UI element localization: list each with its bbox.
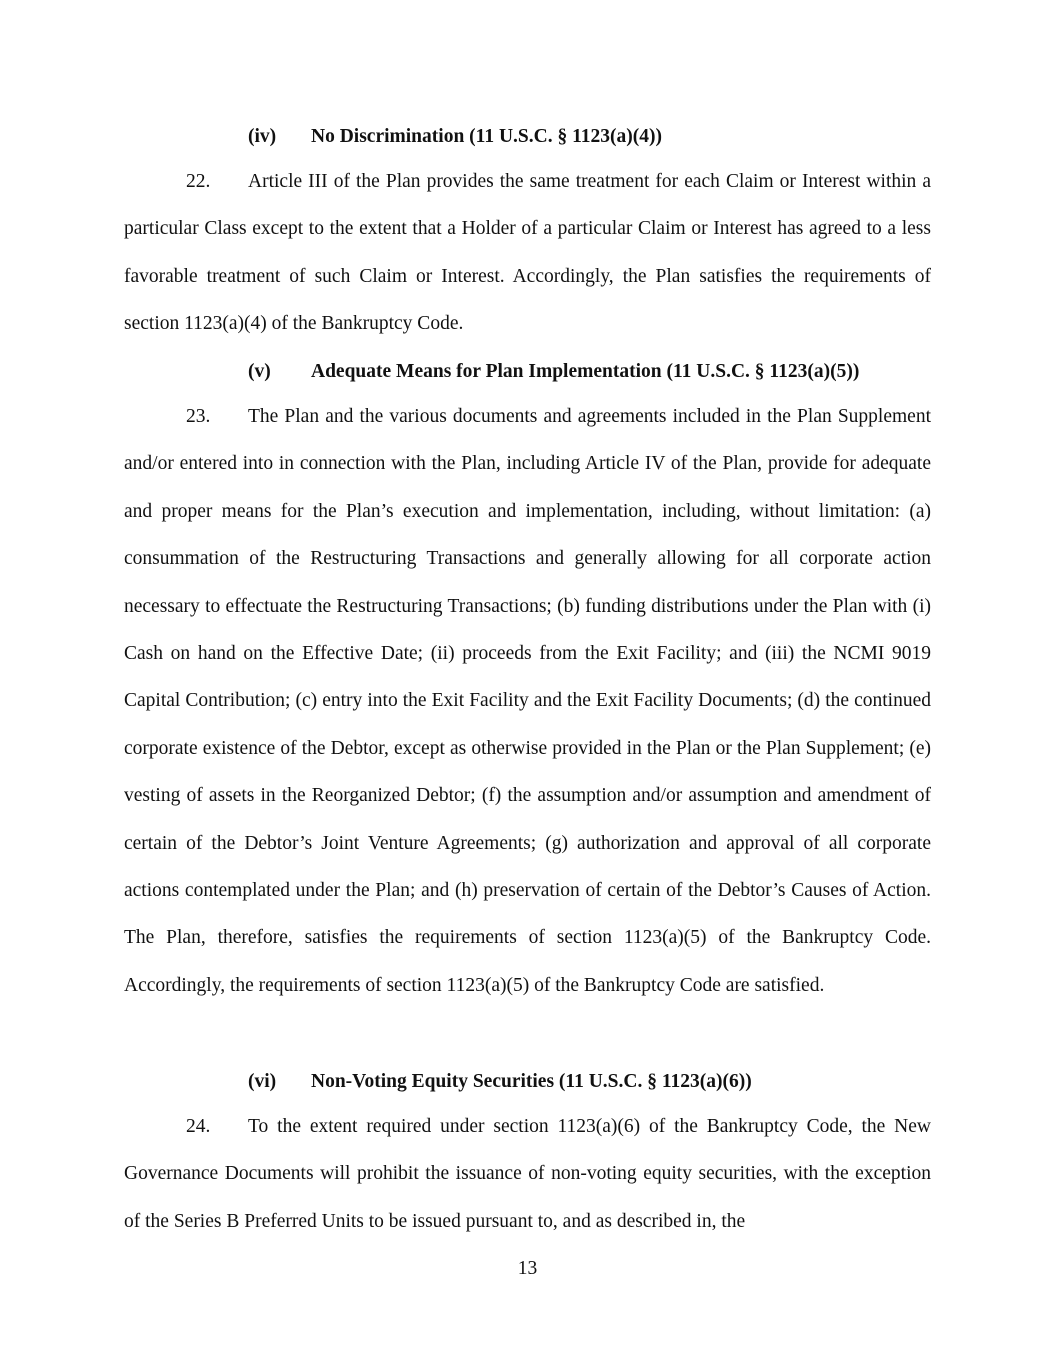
page-number: 13: [517, 1258, 538, 1279]
paragraph-number: 24.: [186, 1116, 211, 1137]
paragraph-number: 23.: [186, 406, 211, 427]
paragraph-text: The Plan and the various documents and agreements included in the Plan Supplement and/or entered into in connection with the Plan, including Article IV of the Plan, provide for adequate and proper means for the Plan’s execution and implementation, including, without limitation: (a) consummation of the Restructuring Transactions and generally allowing for all corporate action necessary to effectuate the Restructuring Transactions; (b) funding distributions under the Plan with (i) Cash on hand on the Effective Date; (ii) proceeds from the Exit Facility; and (iii) the NCMI 9019 Capital Contribution; (c) entry into the Exit Facility and the Exit Facility Documents; (d) the continued corporate existence of the Debtor, except as otherwise provided in the Plan or the Plan Supplement; (e) vesting of assets in the Reorganized Debtor; (f) the assumption and/or assumption and amendment of certain of the Debtor’s Joint Venture Agreements; (g) authorization and approval of all corporate actions contemplated under the Plan; and (h) preservation of certain of the Debtor’s Causes of Action. The Plan, therefore, satisfies the requirements of section 1123(a)(5) of the Bankruptcy Code. Accordingly, the requirements of section 1123(a)(5) of the Bankruptcy Code are satisfied.: [124, 406, 931, 996]
heading-number: (vi): [248, 1071, 277, 1092]
heading-number: (iv): [248, 126, 277, 147]
section-heading-vi: [248, 1070, 752, 1094]
paragraph-text: To the extent required under section 1123(a)(6) of the Bankruptcy Code, the New Governance Documents will prohibit the issuance of non-voting equity securities, with the exception of the Series B Preferred Units to be issued pursuant to, and as described in, the: [124, 1116, 931, 1232]
heading-title: Adequate Means for Plan Implementation (11 U.S.C. § 1123(a)(5)): [311, 361, 860, 382]
heading-title: No Discrimination (11 U.S.C. § 1123(a)(4)): [311, 126, 662, 147]
paragraph-text: Article III of the Plan provides the same treatment for each Claim or Interest within a particular Class except to the extent that a Holder of a particular Claim or Interest has agreed to a less favorable treatment of such Claim or Interest. Accordingly, the Plan satisfies the requirements of section 1123(a)(4) of the Bankruptcy Code.: [124, 171, 931, 335]
paragraph-number: 22.: [186, 171, 211, 192]
paragraph-22: [124, 158, 931, 348]
section-heading-iv: [248, 125, 662, 149]
heading-title: Non-Voting Equity Securities (11 U.S.C. § 1123(a)(6)): [311, 1071, 752, 1092]
section-heading-v: [248, 360, 859, 384]
paragraph-24: [124, 1103, 931, 1245]
paragraph-23: [124, 393, 931, 1009]
heading-number: (v): [248, 361, 271, 382]
